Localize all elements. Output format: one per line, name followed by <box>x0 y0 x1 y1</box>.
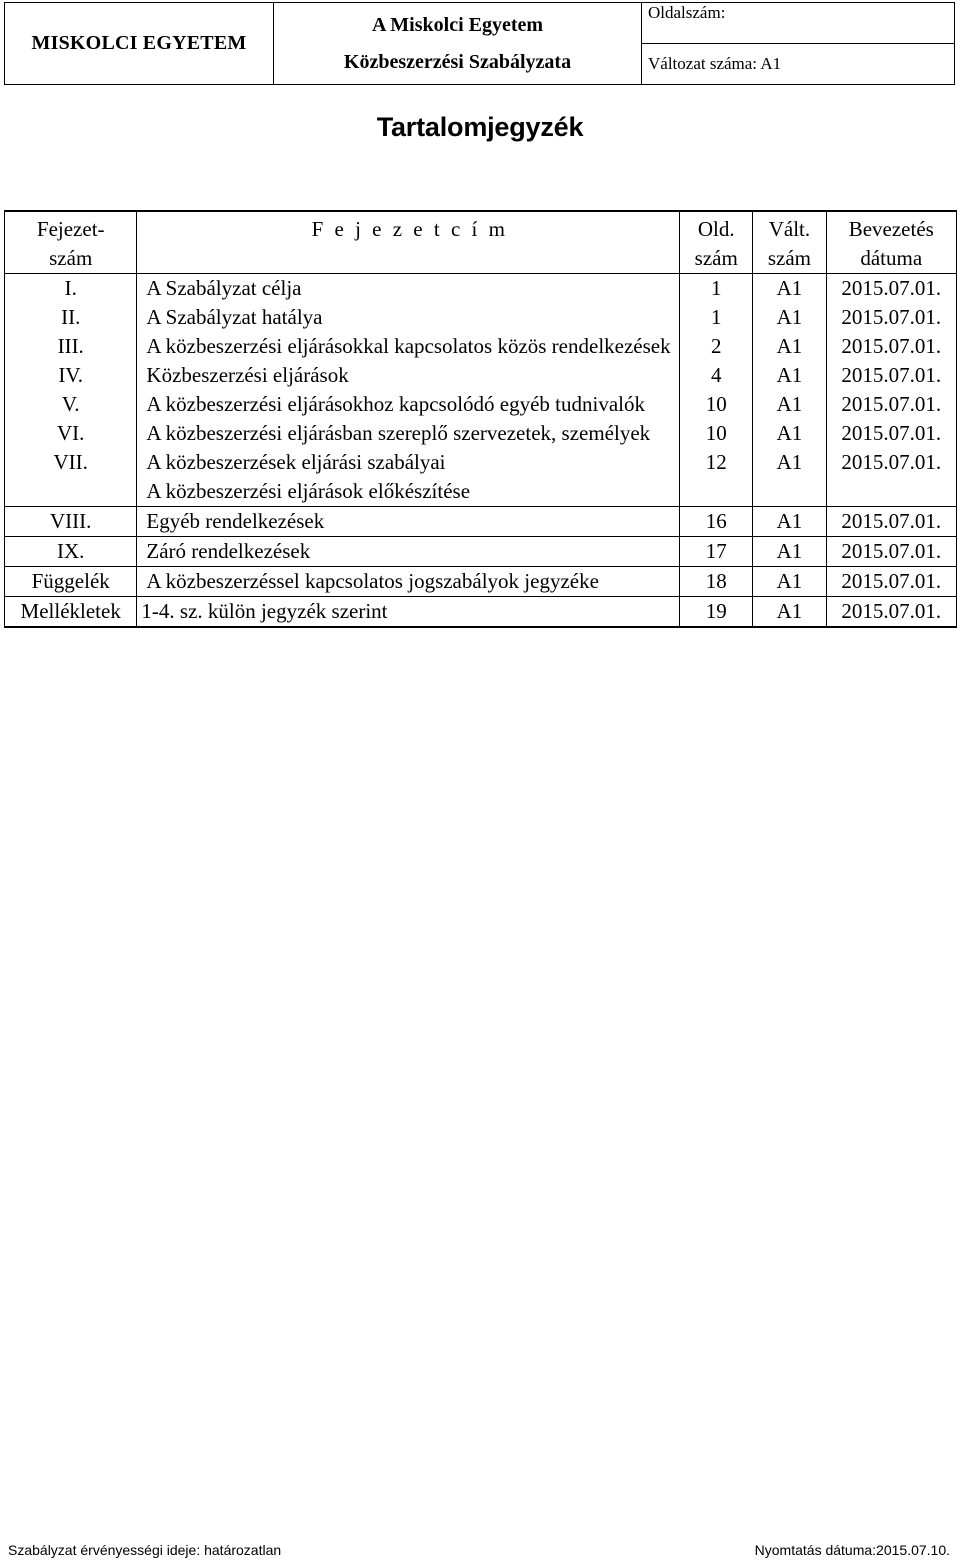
chapter-number: VI. <box>5 419 137 448</box>
header-introduction-date <box>826 211 956 274</box>
chapter-title: A közbeszerzési eljárásban szereplő szervezetek, személyek <box>137 419 680 448</box>
chapter-date: 2015.07.01. <box>826 419 956 448</box>
chapter-title-block <box>137 448 680 507</box>
toc-row <box>5 537 957 567</box>
version-label: Változat száma: A1 <box>648 54 782 73</box>
chapter-title: A közbeszerzéssel kapcsolatos jogszabályok jegyzéke <box>137 567 680 597</box>
toc-row <box>5 419 957 448</box>
document-title-line1: A Miskolci Egyetem <box>371 13 544 36</box>
chapter-number: Mellékletek <box>5 597 137 628</box>
chapter-page: 19 <box>680 597 753 628</box>
chapter-number: Függelék <box>5 567 137 597</box>
chapter-subtitle: A közbeszerzési eljárások előkészítése <box>146 479 471 503</box>
chapter-date: 2015.07.01. <box>826 390 956 419</box>
table-of-contents <box>4 210 957 628</box>
header-version-line2: szám <box>767 246 812 270</box>
chapter-page: 10 <box>680 419 753 448</box>
chapter-title: 1-4. sz. külön jegyzék szerint <box>137 597 680 628</box>
chapter-date: 2015.07.01. <box>826 448 956 507</box>
chapter-number: II. <box>5 303 137 332</box>
chapter-page: 4 <box>680 361 753 390</box>
toc-row <box>5 303 957 332</box>
print-date: Nyomtatás dátuma:2015.07.10. <box>754 1542 950 1558</box>
toc-row <box>5 390 957 419</box>
chapter-page: 1 <box>680 274 753 304</box>
chapter-date: 2015.07.01. <box>826 537 956 567</box>
header-page-number-line1: Old. <box>697 217 735 241</box>
chapter-version: A1 <box>753 507 826 537</box>
toc-row <box>5 597 957 628</box>
toc-row <box>5 361 957 390</box>
page-title: Tartalomjegyzék <box>376 112 584 142</box>
header-page-number <box>680 211 753 274</box>
chapter-version: A1 <box>753 332 826 361</box>
chapter-date: 2015.07.01. <box>826 274 956 304</box>
chapter-date: 2015.07.01. <box>826 332 956 361</box>
chapter-page: 16 <box>680 507 753 537</box>
toc-row <box>5 507 957 537</box>
header-chapter-title: F e j e z e t c í m <box>137 211 680 274</box>
chapter-version: A1 <box>753 274 826 304</box>
chapter-page: 18 <box>680 567 753 597</box>
toc-row <box>5 567 957 597</box>
chapter-version: A1 <box>753 303 826 332</box>
chapter-version: A1 <box>753 419 826 448</box>
chapter-page: 17 <box>680 537 753 567</box>
header-date-line1: Bevezetés <box>848 217 934 241</box>
toc-header-row <box>5 211 957 274</box>
header-version <box>753 211 826 274</box>
chapter-version: A1 <box>753 448 826 507</box>
chapter-version: A1 <box>753 537 826 567</box>
chapter-title: A Szabályzat célja <box>137 274 680 304</box>
chapter-page: 12 <box>680 448 753 507</box>
toc-row <box>5 332 957 361</box>
chapter-number: VII. <box>5 448 137 507</box>
validity-note: Szabályzat érvényességi ideje: határozatlan <box>8 1542 282 1558</box>
organization-name: MISKOLCI EGYETEM <box>5 3 274 85</box>
chapter-date: 2015.07.01. <box>826 567 956 597</box>
chapter-version: A1 <box>753 567 826 597</box>
page-header <box>4 2 955 85</box>
toc-row <box>5 274 957 304</box>
chapter-page: 10 <box>680 390 753 419</box>
chapter-title: A közbeszerzési eljárásokhoz kapcsolódó egyéb tudnivalók <box>137 390 680 419</box>
chapter-date: 2015.07.01. <box>826 303 956 332</box>
chapter-page: 2 <box>680 332 753 361</box>
chapter-number: IV. <box>5 361 137 390</box>
header-chapter-number-line2: szám <box>49 246 93 270</box>
header-page-number-line2: szám <box>694 246 738 270</box>
toc-row <box>5 448 957 507</box>
chapter-title: A Szabályzat hatálya <box>137 303 680 332</box>
chapter-date: 2015.07.01. <box>826 597 956 628</box>
chapter-number: I. <box>5 274 137 304</box>
chapter-number: III. <box>5 332 137 361</box>
chapter-version: A1 <box>753 361 826 390</box>
version-cell <box>642 44 955 85</box>
header-chapter-number <box>5 211 137 274</box>
chapter-version: A1 <box>753 597 826 628</box>
chapter-date: 2015.07.01. <box>826 507 956 537</box>
chapter-number: IX. <box>5 537 137 567</box>
page-number-cell <box>642 3 955 44</box>
chapter-number: V. <box>5 390 137 419</box>
chapter-date: 2015.07.01. <box>826 361 956 390</box>
header-version-line1: Vált. <box>768 217 811 241</box>
header-chapter-number-line1: Fejezet- <box>36 217 105 241</box>
chapter-title: A közbeszerzések eljárási szabályai <box>146 450 446 474</box>
chapter-title: Közbeszerzési eljárások <box>137 361 680 390</box>
chapter-title: Egyéb rendelkezések <box>137 507 680 537</box>
document-title-block <box>274 3 642 85</box>
chapter-number: VIII. <box>5 507 137 537</box>
chapter-title: A közbeszerzési eljárásokkal kapcsolatos közös rendelkezések <box>137 332 680 361</box>
chapter-page: 1 <box>680 303 753 332</box>
header-date-line2: dátuma <box>860 246 923 270</box>
chapter-title: Záró rendelkezések <box>137 537 680 567</box>
document-title-line2: Közbeszerzési Szabályzata <box>343 50 572 73</box>
chapter-version: A1 <box>753 390 826 419</box>
page-number-label: Oldalszám: <box>648 3 726 22</box>
